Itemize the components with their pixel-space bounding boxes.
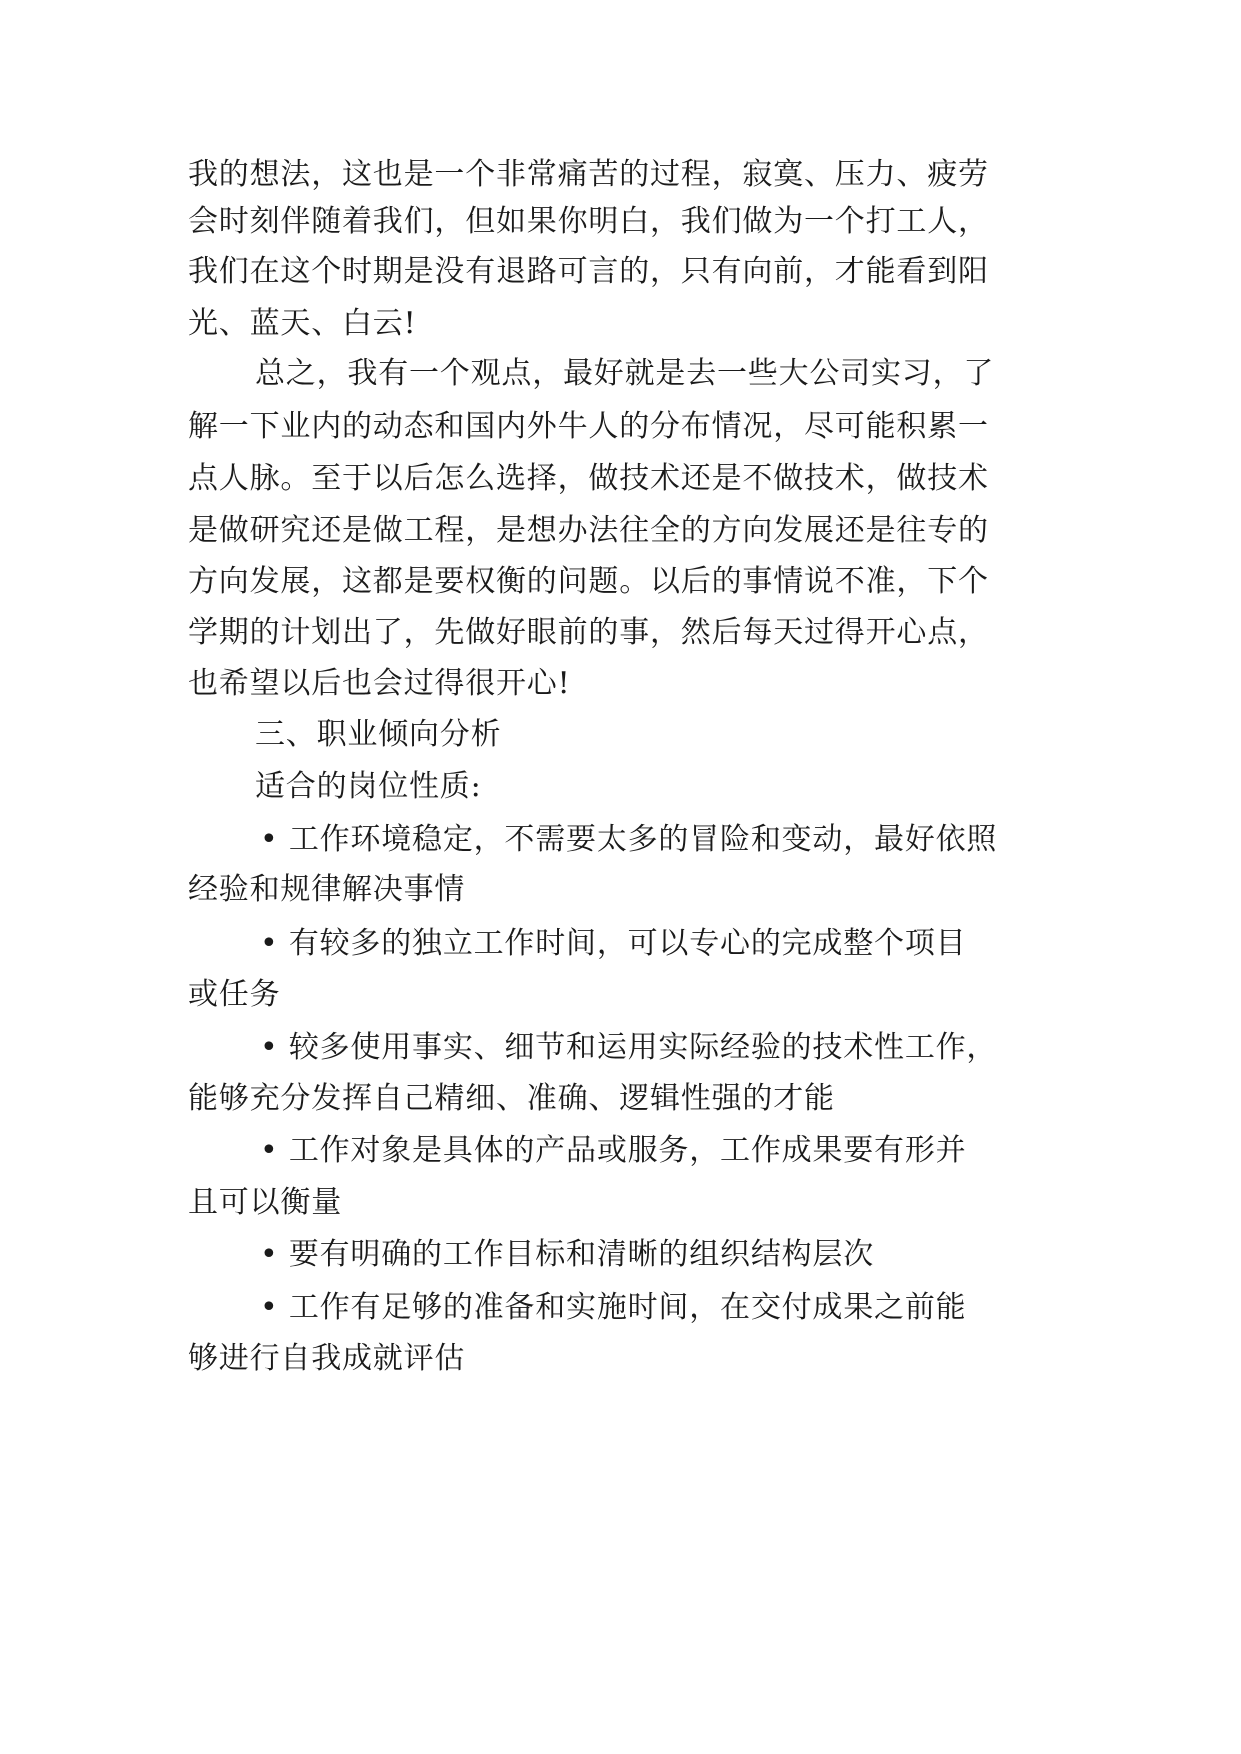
bullet-item-line: • 工作对象是具体的产品或服务，工作成果要有形并 xyxy=(260,1133,967,1168)
bullet-item-line: 经验和规律解决事情 xyxy=(188,872,466,907)
paragraph-line: 光、蓝天、白云! xyxy=(188,306,417,341)
bullet-item-line: 且可以衡量 xyxy=(188,1185,342,1220)
bullet-item-line: • 有较多的独立工作时间，可以专心的完成整个项目 xyxy=(260,926,967,961)
paragraph-line: 方向发展，这都是要权衡的问题。以后的事情说不准，下个 xyxy=(188,564,989,599)
bullet-item-line: • 工作环境稳定，不需要太多的冒险和变动，最好依照 xyxy=(260,822,998,857)
subheading: 适合的岗位性质: xyxy=(255,769,482,804)
section-heading: 三、职业倾向分析 xyxy=(255,717,502,752)
paragraph-line: 会时刻伴随着我们，但如果你明白，我们做为一个打工人， xyxy=(188,204,989,239)
paragraph-line: 点人脉。至于以后怎么选择，做技术还是不做技术，做技术 xyxy=(188,461,989,496)
paragraph-line: 也希望以后也会过得很开心! xyxy=(188,666,571,701)
bullet-item-line: • 较多使用事实、细节和运用实际经验的技术性工作， xyxy=(260,1030,998,1065)
bullet-item-line: 或任务 xyxy=(188,977,281,1012)
paragraph-line: 解一下业内的动态和国内外牛人的分布情况，尽可能积累一 xyxy=(188,409,989,444)
bullet-item-line: • 要有明确的工作目标和清晰的组织结构层次 xyxy=(260,1237,875,1272)
bullet-item-line: 够进行自我成就评估 xyxy=(188,1341,466,1376)
bullet-item-line: 能够充分发挥自己精细、准确、逻辑性强的才能 xyxy=(188,1081,835,1116)
paragraph-line: 我们在这个时期是没有退路可言的，只有向前，才能看到阳 xyxy=(188,254,989,289)
paragraph-line: 总之，我有一个观点，最好就是去一些大公司实习，了 xyxy=(255,356,995,391)
paragraph-line: 是做研究还是做工程，是想办法往全的方向发展还是往专的 xyxy=(188,513,989,548)
paragraph-line: 我的想法，这也是一个非常痛苦的过程，寂寞、压力、疲劳 xyxy=(188,157,989,192)
paragraph-line: 学期的计划出了，先做好眼前的事，然后每天过得开心点， xyxy=(188,615,989,650)
bullet-item-line: • 工作有足够的准备和实施时间，在交付成果之前能 xyxy=(260,1290,967,1325)
